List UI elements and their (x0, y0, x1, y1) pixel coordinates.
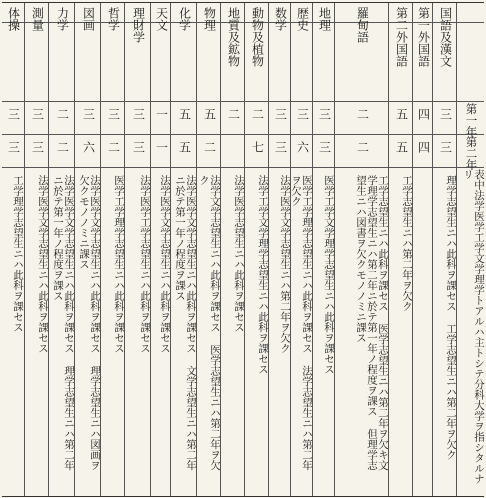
subject-column (334, 3, 389, 496)
year2-hours: 二 (202, 141, 217, 153)
year1-hours: 五 (177, 108, 192, 120)
subject-column (312, 3, 335, 496)
year1-hours: 五 (202, 108, 217, 120)
subject-name: 哲学 (106, 7, 121, 31)
year1-hours: 三 (106, 108, 121, 120)
year1-hours: 一 (154, 108, 169, 120)
subject-note: 法学医学志望生ニハ此科ヲ課セス (233, 175, 245, 333)
subject-note: 法学医学文学志望生ニハ此科ヲ課セス 理学志望生ニハ第二年ニ於テ第一年ノ程度ヲ課ス (52, 175, 75, 471)
subject-name: 理財学 (131, 7, 146, 43)
year2-hours: 三 (273, 141, 288, 153)
subject-column (48, 3, 75, 496)
year1-hours: 三 (438, 108, 453, 120)
subject-name: 地理 (317, 7, 332, 31)
subject-name: 第二外国語 (394, 7, 409, 67)
year2-hours: 三 (6, 141, 21, 153)
subject-name: 国語及漢文 (438, 7, 453, 67)
subject-column (290, 3, 313, 496)
subject-note: 法学医学工学志望生ニハ此科ヲ課セス (139, 175, 151, 354)
general-note: 表中法学医学工学文学理学トアルハ主トシテ分科大学ヲ指シタルナリ (462, 169, 485, 484)
subject-column (196, 3, 221, 496)
year1-hours: 三 (6, 108, 21, 120)
subject-name: 地質及鉱物 (226, 7, 241, 67)
year2-hours: 二 (106, 141, 121, 153)
subject-column (124, 3, 151, 496)
subject-column (244, 3, 269, 496)
year1-hours: 五 (394, 108, 409, 120)
subject-column (412, 3, 433, 496)
subject-note: 工学理学志望生ニハ此科ヲ課セス (12, 175, 24, 333)
subject-name: 歴史 (295, 7, 310, 31)
subject-name: 図画 (81, 7, 96, 31)
year1-hours: 三 (131, 108, 146, 120)
subject-column (2, 3, 24, 496)
subject-name: 羅甸語 (355, 7, 370, 43)
year1-hours: 二 (226, 108, 241, 120)
year1-hours: 二 (55, 108, 70, 120)
subject-note: 医学工学理学志望生ニハ此科ヲ課セス (113, 175, 125, 354)
year1-hours: 三 (273, 108, 288, 120)
subject-note: 工学志望生ニハ此科ヲ課セス 医学志望生ニハ第二年ヲ欠キ文学理学志望生ニハ第二年ニ於テ第一年ノ程度ヲ課ス 但理学志望生ニハ図書ヲ欠クモノノミニ課ス (355, 175, 389, 471)
subject-name: 第一外国語 (416, 7, 431, 67)
year2-hours: 四 (416, 141, 431, 153)
year-header-column (456, 3, 485, 496)
subject-note: 法学医学文学志望生ニハ此科ヲ課セス (37, 175, 49, 354)
subject-name: 天文 (154, 7, 169, 31)
subject-note: 法学医学文学志望生ニハ第二年ヲ欠ク (279, 175, 291, 354)
subject-column (74, 3, 101, 496)
year1-label: 第一年 (464, 103, 479, 138)
subject-column (220, 3, 245, 496)
year2-hours: 二 (355, 141, 370, 153)
subject-name: 体操 (6, 7, 21, 31)
subject-note: 医学工学文学理学志望生ニハ此科ヲ課セス (323, 175, 335, 375)
year2-hours: 七 (250, 141, 265, 153)
subject-column (432, 3, 457, 496)
subject-note: 工学志望生ニハ第二年ヲ欠ク (401, 175, 413, 312)
subject-name: 物理 (202, 7, 217, 31)
year2-hours: 三 (438, 141, 453, 153)
year2-hours: 一 (154, 141, 169, 153)
subject-column (24, 3, 49, 496)
year2-hours: 三 (131, 141, 146, 153)
subject-note: 法学医学文学志望生ニハ此科ヲ課セス 文学志望生ニハ第二年ニ於テ第一年ノ程度ヲ課ス (174, 175, 197, 471)
subject-column (170, 3, 197, 496)
subject-name: 化学 (177, 7, 192, 31)
subject-note: 法学医学文学志望生ニハ此科ヲ課セス (159, 175, 171, 354)
year1-hours: 二 (250, 108, 265, 120)
year2-hours: 三 (317, 141, 332, 153)
year1-hours: 三 (81, 108, 96, 120)
subject-note: 医学工学理学志望生ニハ此科ヲ課セス 法学志望生ニハ第二年ヲ欠ク (290, 175, 313, 471)
subject-column (388, 3, 413, 496)
year1-hours: 三 (317, 108, 332, 120)
subject-name: 測量 (30, 7, 45, 31)
subject-note: 理学志望生ニハ此科ヲ課セス 工学志望生ニハ第二年ヲ欠ク (445, 175, 457, 460)
year1-hours: 三 (30, 108, 45, 120)
subject-note: 法学文学志望生ニハ此科ヲ課セス 医学志望生ニハ第二年ヲ欠ク (198, 175, 221, 471)
subject-name: 力学 (55, 7, 70, 31)
year1-hours: 二 (355, 108, 370, 120)
year2-label: 第二年 (464, 136, 479, 171)
subject-name: 動物及植物 (250, 7, 265, 67)
subject-note: 法学医学文学志望生ニハ此科ヲ課セス 理学志望生ニハ図画ヲ欠クモノノミニ課ス (78, 175, 101, 471)
subject-note: 法学工学文学理学志望生ニハ此科ヲ課セス (257, 175, 269, 375)
year2-hours: 五 (394, 141, 409, 153)
year2-hours: 二 (55, 141, 70, 153)
subject-column (268, 3, 291, 496)
subject-name: 数学 (273, 7, 288, 31)
year1-hours: 四 (416, 108, 431, 120)
year1-hours: 三 (295, 108, 310, 120)
year2-hours: 六 (295, 141, 310, 153)
curriculum-table (2, 2, 484, 497)
year2-hours: 五 (177, 141, 192, 153)
subject-column (100, 3, 125, 496)
year2-hours: 三 (30, 141, 45, 153)
subject-column (150, 3, 171, 496)
year2-hours: 六 (81, 141, 96, 153)
